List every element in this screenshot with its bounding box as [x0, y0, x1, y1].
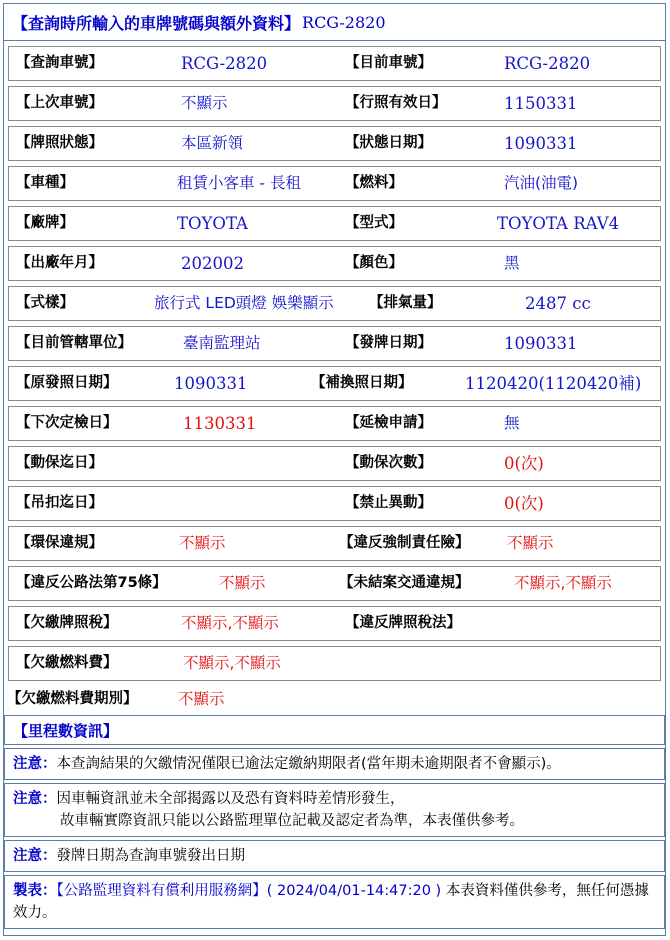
field-label: 【原發照日期】	[16, 375, 118, 391]
info-row	[8, 366, 661, 401]
notice-disclaimer	[4, 783, 665, 837]
field-value: 本區新領	[181, 134, 244, 152]
field-label: 【行照有效日】	[345, 95, 447, 111]
info-row	[8, 286, 661, 321]
field-value: 1090331	[504, 334, 578, 353]
field-label: 【型式】	[345, 215, 403, 231]
info-row	[8, 486, 661, 521]
info-row	[8, 246, 661, 281]
field-value: 臺南監理站	[183, 334, 261, 352]
field-value: 不顯示	[179, 534, 226, 552]
field-label: 【欠繳牌照稅】	[16, 615, 118, 631]
field-value: 0(次)	[504, 454, 544, 473]
report-label: 製表：	[13, 883, 57, 899]
field-label: 【查詢車號】	[16, 55, 103, 71]
notice-text: 故車輛實際資訊只能以公路監理單位記載及認定者為準，本表僅供參考。	[60, 813, 524, 829]
info-row	[8, 126, 661, 161]
info-row	[8, 86, 661, 121]
info-row	[8, 526, 661, 561]
notice-arrears	[4, 748, 665, 780]
field-label: 【動保迄日】	[16, 455, 103, 471]
query-header	[4, 4, 665, 41]
report-footer	[4, 875, 665, 929]
field-label: 【違反強制責任險】	[339, 535, 470, 551]
service-name: 【公路監理資料有償利用服務網】	[56, 883, 267, 899]
field-label: 【環保違規】	[16, 535, 103, 551]
notice-label: 注意：	[13, 848, 57, 864]
field-value: 不顯示	[181, 94, 228, 112]
field-value: TOYOTA RAV4	[497, 214, 620, 233]
field-value: 2487 cc	[525, 294, 591, 313]
field-label: 【未結案交通違規】	[339, 575, 470, 591]
field-value: 汽油(油電)	[504, 174, 579, 192]
field-value: 不顯示	[219, 574, 266, 592]
vehicle-info-panel	[3, 3, 666, 936]
info-row	[8, 406, 661, 441]
info-row	[8, 46, 661, 81]
field-label: 【吊扣迄日】	[16, 495, 103, 511]
field-label: 【延檢申請】	[345, 415, 432, 431]
field-label: 【目前車號】	[345, 55, 432, 71]
field-value: 1120420(1120420補)	[465, 374, 642, 393]
info-row	[8, 446, 661, 481]
info-row	[8, 566, 661, 601]
field-value: 黑	[504, 254, 520, 272]
notice-text: 發牌日期為查詢車號發出日期	[56, 848, 245, 864]
field-label: 【補換照日期】	[311, 375, 413, 391]
field-value: 旅行式 LED頭燈 娛樂顯示	[154, 294, 334, 312]
field-label: 【動保次數】	[345, 455, 432, 471]
query-header-title: 【查詢時所輸入的車牌號碼與額外資料】	[12, 13, 301, 33]
field-label: 【顏色】	[345, 255, 403, 271]
notice-label: 注意：	[13, 756, 57, 772]
field-label: 【下次定檢日】	[16, 415, 118, 431]
field-label: 【上次車號】	[16, 95, 103, 111]
notice-text: 因車輛資訊並未全部揭露以及恐有資料時差情形發生，	[56, 791, 405, 807]
info-rows	[4, 46, 665, 929]
field-value: 不顯示	[178, 690, 225, 708]
field-label: 【發牌日期】	[345, 335, 432, 351]
report-text: 本表資料僅供參考，無任何憑據效力。	[13, 883, 649, 921]
field-value: 1150331	[504, 94, 578, 113]
field-label: 【燃料】	[345, 175, 403, 191]
info-row	[8, 646, 661, 681]
field-label: 【排氣量】	[369, 295, 442, 311]
field-label: 【式樣】	[16, 295, 74, 311]
info-row	[8, 326, 661, 361]
field-label: 【違反公路法第75條】	[16, 575, 167, 591]
field-label: 【目前管轄單位】	[16, 335, 132, 351]
mileage-section-header: 【里程數資訊】	[4, 715, 665, 745]
field-label: 【出廠年月】	[16, 255, 103, 271]
field-value: 1090331	[174, 374, 248, 393]
field-value: RCG-2820	[504, 54, 591, 73]
field-value: 202002	[181, 254, 244, 273]
query-header-plate: RCG-2820	[302, 12, 386, 32]
field-value: RCG-2820	[181, 54, 268, 73]
field-value: TOYOTA	[177, 214, 248, 233]
notice-issue-date	[4, 840, 665, 872]
field-label: 【欠繳燃料費】	[16, 655, 118, 671]
fuel-fee-period-row	[8, 685, 661, 713]
field-label: 【違反牌照稅法】	[345, 615, 461, 631]
field-value: 0(次)	[504, 494, 544, 513]
field-label: 【牌照狀態】	[16, 135, 103, 151]
field-label: 【廠牌】	[16, 215, 74, 231]
field-value: 1090331	[504, 134, 578, 153]
field-value: 不顯示	[507, 534, 554, 552]
field-value: 不顯示,不顯示	[514, 574, 612, 592]
report-timestamp: ( 2024/04/01-14:47:20 )	[266, 883, 442, 899]
field-label: 【欠繳燃料費期別】	[7, 691, 138, 707]
field-value: 1130331	[183, 414, 257, 433]
info-row	[8, 206, 661, 241]
field-value: 租賃小客車 - 長租	[177, 174, 301, 192]
field-label: 【禁止異動】	[345, 495, 432, 511]
field-label: 【狀態日期】	[345, 135, 432, 151]
field-label: 【車種】	[16, 175, 74, 191]
info-row	[8, 606, 661, 641]
notice-text: 本查詢結果的欠繳情況僅限已逾法定繳納期限者(當年期未逾期限者不會顯示)。	[56, 756, 561, 772]
field-value: 無	[504, 414, 520, 432]
field-value: 不顯示,不顯示	[181, 614, 279, 632]
info-row	[8, 166, 661, 201]
notice-label: 注意：	[13, 791, 57, 807]
field-value: 不顯示,不顯示	[183, 654, 281, 672]
